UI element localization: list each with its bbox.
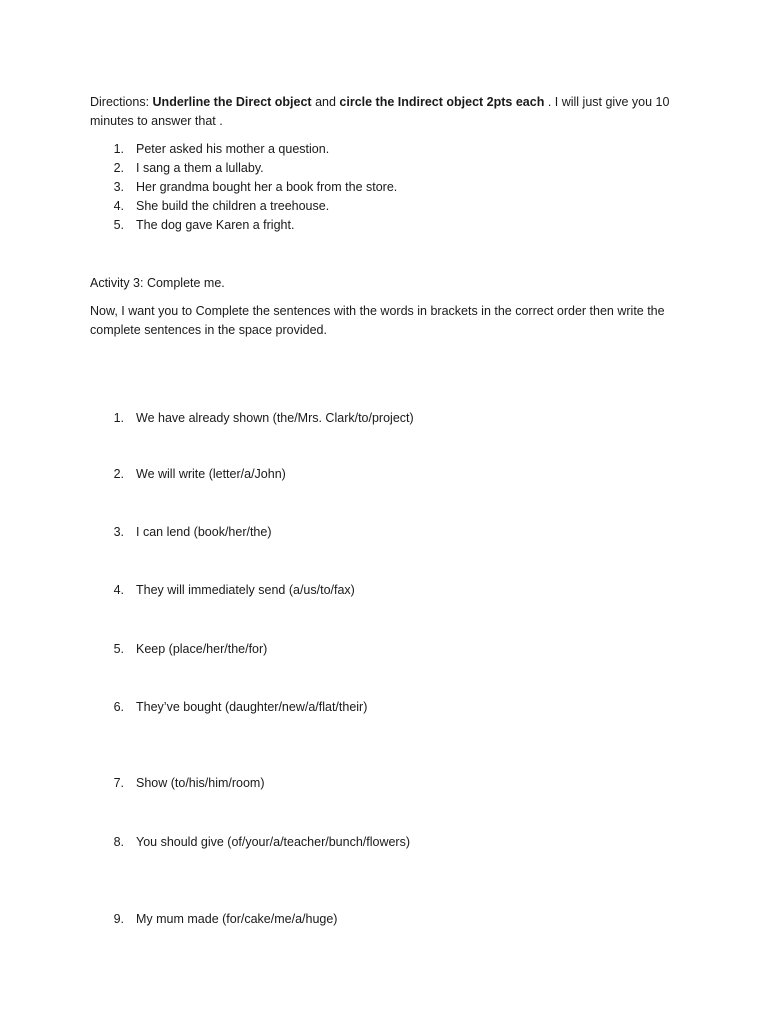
list-item	[0, 774, 768, 793]
list-item	[0, 409, 768, 428]
list-item-number: 7.	[113, 776, 124, 790]
list-item	[0, 197, 768, 216]
list-item-text: Keep (place/her/the/for)	[136, 642, 268, 656]
directions-paragraph	[90, 93, 680, 131]
list-item	[0, 216, 768, 235]
list-item	[0, 140, 768, 159]
list-item-text: We have already shown (the/Mrs. Clark/to/project)	[136, 411, 414, 425]
list-item-number: 6.	[113, 700, 124, 714]
list-item-number: 2.	[113, 161, 124, 175]
list-item-number: 5.	[113, 218, 124, 232]
list-item-number: 4.	[113, 583, 124, 597]
list-item	[0, 833, 768, 852]
activity-instructions: Now, I want you to Complete the sentences with the words in brackets in the correct order then write the complete sentences in the space provided.	[90, 304, 665, 337]
list-item	[0, 465, 768, 484]
list-item-number: 9.	[113, 912, 124, 926]
list-item-number: 4.	[113, 199, 124, 213]
list-item	[0, 581, 768, 600]
list-item	[0, 523, 768, 542]
list-item-text: You should give (of/your/a/teacher/bunch/flowers)	[136, 835, 411, 849]
list-item-text: She build the children a treehouse.	[136, 199, 330, 213]
list-item	[0, 910, 768, 929]
list-item-text: Peter asked his mother a question.	[136, 142, 330, 156]
activity-title: Activity 3: Complete me.	[90, 276, 225, 290]
list-item-number: 5.	[113, 642, 124, 656]
list-item-text: The dog gave Karen a fright.	[136, 218, 295, 232]
list-item-text: I can lend (book/her/the)	[136, 525, 272, 539]
list-item	[0, 159, 768, 178]
list-item	[0, 178, 768, 197]
directions-label: Directions:	[90, 95, 153, 109]
directions-and: and	[311, 95, 340, 109]
list-item-text: They’ve bought (daughter/new/a/flat/their)	[136, 700, 368, 714]
list-item-text: I sang a them a lullaby.	[136, 161, 264, 175]
list-item-text: They will immediately send (a/us/to/fax)	[136, 583, 355, 597]
list-item-text: Show (to/his/him/room)	[136, 776, 265, 790]
list-item-number: 1.	[113, 411, 124, 425]
directions-rest: . I will just give you 10 minutes to answer that .	[90, 95, 670, 128]
list-item-number: 3.	[113, 525, 124, 539]
list-item-text: My mum made (for/cake/me/a/huge)	[136, 912, 338, 926]
list-item-number: 3.	[113, 180, 124, 194]
directions-underline-instruction: Underline the Direct object	[152, 95, 312, 109]
list-item-text: We will write (letter/a/John)	[136, 467, 286, 481]
list-item	[0, 640, 768, 659]
list-item-number: 1.	[113, 142, 124, 156]
list-item-text: Her grandma bought her a book from the store.	[136, 180, 398, 194]
list-item-number: 2.	[113, 467, 124, 481]
directions-circle-instruction: circle the Indirect object 2pts each	[339, 95, 545, 109]
list-item-number: 8.	[113, 835, 124, 849]
list-item	[0, 698, 768, 717]
